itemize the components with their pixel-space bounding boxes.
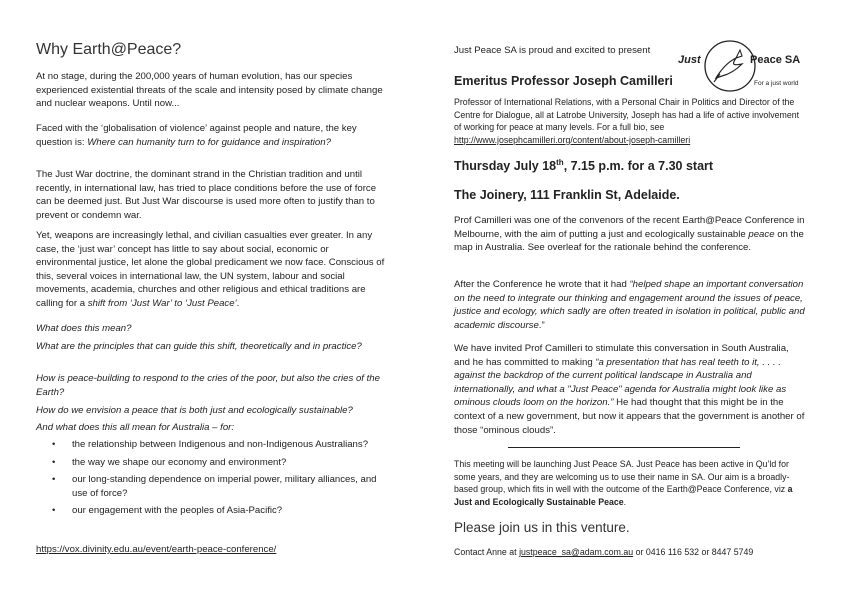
dove-globe-icon <box>702 38 758 94</box>
key-question-paragraph <box>36 122 388 149</box>
question-4: How do we envision a peace that is both just and ecologically sustainable? <box>36 405 353 416</box>
question-5: And what does this all mean for Australia – for: <box>36 422 235 433</box>
event-venue: The Joinery, 111 Franklin St, Adelaide. <box>454 188 680 202</box>
invitation-end: He had thought that this might be in the context of a new government, but now it appears that the government is another of those “ominous clouds”. <box>454 397 805 436</box>
list-item: • our engagement with the peoples of Asia-Pacific? <box>52 504 388 518</box>
launch-text: This meeting will be launching Just Peace SA. Just Peace has been active in Qu’ld for some years, and they are welcoming us to use their name in SA. Our aim is a broadly-based group, which fits in well with the outcome of the Earth@Peace Conference, viz <box>454 459 790 495</box>
contact-lead: Contact Anne at <box>454 547 517 557</box>
page-title: Why Earth@Peace? <box>36 41 182 58</box>
speaker-bio <box>454 96 806 146</box>
convenor-text: Prof Camilleri was one of the convenors of the recent Earth@Peace Conference in Melbourne, with the aim of putting a just and ecologically sustainable <box>454 215 805 240</box>
question-2: What are the principles that can guide this shift, theoretically and in practice? <box>36 341 362 352</box>
quote-end: .” <box>538 319 545 331</box>
conference-link[interactable]: https://vox.divinity.edu.au/event/earth-peace-conference/ <box>36 544 277 555</box>
just-war-paragraph: The Just War doctrine, the dominant strand in the Christian tradition and until recently, in international law, has tried to place conditions before the use of force can be deemed just. But Just War discourse is used more often to justify than to prevent or condemn war. <box>36 169 377 221</box>
date-suffix: th <box>556 158 564 167</box>
contact-email-link[interactable]: justpeace_sa@adam.com.au <box>519 547 634 557</box>
event-date <box>454 158 713 173</box>
conference-quote-paragraph <box>454 278 806 332</box>
list-item: • our long-standing dependence on imperial power, military alliances, and use of force? <box>52 473 388 500</box>
launch-paragraph <box>454 458 806 508</box>
date-text: Thursday July 18 <box>454 159 557 174</box>
list-item: • the relationship between Indigenous and non-Indigenous Australians? <box>52 438 388 452</box>
conference-quote: “helped shape an important conversation on the need to integrate our thinking and engagement around the issues of peace, justice and ecology, which sadly are often treated in isolation in political, public and academic discourse <box>454 279 805 331</box>
launch-end: . <box>623 496 627 507</box>
invitation-lead: We have invited Prof Camilleri to stimulate this conversation in South Australia, and he has committed to making <box>454 343 789 368</box>
launch-aim: a Just and Ecologically Sustainable Peace <box>454 484 793 507</box>
question-3: How is peace-building to respond to the cries of the poor, but also the cries of the Earth? <box>36 373 380 398</box>
divider <box>508 447 740 448</box>
bio-link[interactable]: http://www.josephcamilleri.org/content/about-joseph-camilleri <box>454 134 691 145</box>
logo-text-right: Peace SA <box>750 54 801 66</box>
logo-text-left: Just <box>678 54 701 66</box>
bio-text: Professor of International Relations, with a Personal Chair in Politics and Director of the Centre for Dialogue, all at Latrobe University, Joseph has had a life of active involvement of working for peace at many levels. For a full bio, see <box>454 97 800 133</box>
convenor-text-end: on the map in Australia. See overleaf for the rationale behind the conference. <box>454 228 804 254</box>
time-text: , 7.15 p.m. for a 7.30 start <box>563 159 714 174</box>
presenter-intro: Just Peace SA is proud and excited to present <box>454 45 651 56</box>
contact-phones: or 0416 116 532 or 8447 5749 <box>635 547 754 557</box>
contact-line <box>454 546 806 560</box>
weapons-text: Yet, weapons are increasingly lethal, and civilian casualties ever greater. In any case, the ‘just war’ concept has little to say about social, economic or environmental justice, let alone the global predicament we now face. Conscious of this, several voices in international law, the UN system, labour and social movements, academia, churches and other religious and ethical traditions are calling for a <box>36 230 385 309</box>
weapons-text-end: . <box>236 297 240 309</box>
weapons-paragraph <box>36 229 388 311</box>
speaker-name: Emeritus Professor Joseph Camilleri <box>454 74 673 88</box>
quote-lead: After the Conference he wrote that it had <box>454 279 627 290</box>
logo-tagline: For a just world <box>754 80 799 87</box>
join-heading: Please join us in this venture. <box>454 520 630 535</box>
intro-paragraph: At no stage, during the 200,000 years of human evolution, has our species experienced existential threats of the scale and intensity posed by climate change and nuclear weapons. Until now... <box>36 71 383 110</box>
key-question-lead: Faced with the ‘globalisation of violence’ against people and nature, the key question is: <box>36 123 357 148</box>
presentation-quote: “a presentation that has real teeth to it, . . . . against the backdrop of the current political landscape in Australia and internationally, and what a "Just Peace" agenda for Australia might look like as ominous clouds loom on the horizon.” <box>454 356 787 409</box>
australia-bullet-list <box>36 438 388 521</box>
list-item: • the way we shape our economy and environment? <box>52 456 388 470</box>
shift-phrase: shift from ‘Just War’ to ‘Just Peace’ <box>87 297 237 309</box>
question-1: What does this mean? <box>36 323 132 334</box>
convenor-paragraph <box>454 214 806 255</box>
key-question: Where can humanity turn to for guidance and inspiration? <box>87 136 331 148</box>
just-peace-logo <box>678 38 818 98</box>
invitation-paragraph <box>454 342 806 437</box>
peace-word: peace <box>748 228 775 240</box>
